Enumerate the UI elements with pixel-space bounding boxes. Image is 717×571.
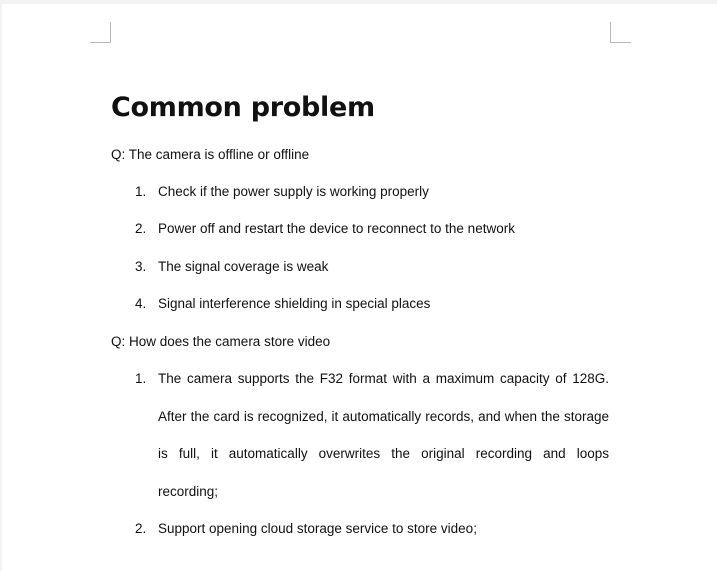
list-number: 1. <box>135 184 147 199</box>
document-page <box>2 4 717 571</box>
list-item-line: After the card is recognized, it automatically records, and when the storage <box>158 409 609 424</box>
list-item: Power off and restart the device to reconnect to the network <box>158 221 515 236</box>
list-item: Support opening cloud storage service to store video; <box>158 521 477 536</box>
list-item-line: is full, it automatically overwrites the original recording and loops <box>158 446 609 461</box>
list-item: The signal coverage is weak <box>158 259 329 274</box>
document-heading: Common problem <box>111 92 375 123</box>
list-number: 4. <box>135 296 147 311</box>
list-item-line: recording; <box>158 484 219 499</box>
list-item: Signal interference shielding in special places <box>158 296 431 311</box>
margin-corner-mark-top-right <box>610 22 631 43</box>
list-number: 2. <box>135 221 147 236</box>
list-item-line: The camera supports the F32 format with a maximum capacity of 128G. <box>158 371 609 386</box>
question-1: Q: The camera is offline or offline <box>111 147 310 162</box>
margin-corner-mark-top-left <box>90 22 111 43</box>
list-number: 1. <box>135 371 147 386</box>
list-number: 2. <box>135 521 147 536</box>
list-number: 3. <box>135 259 147 274</box>
list-item: Check if the power supply is working properly <box>158 184 429 199</box>
question-2: Q: How does the camera store video <box>111 334 331 349</box>
